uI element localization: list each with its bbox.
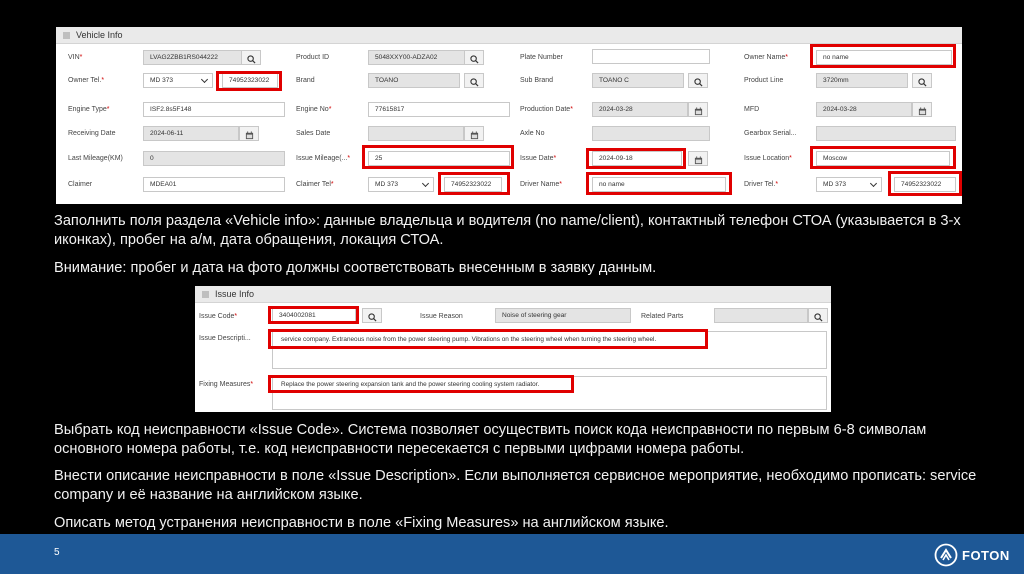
calendar-icon bbox=[918, 107, 927, 116]
mfd-field[interactable]: 2024-03-28 bbox=[816, 102, 912, 117]
production-date-calendar-button[interactable] bbox=[688, 102, 708, 117]
owner-name-field[interactable]: no name bbox=[816, 50, 952, 65]
engine-type-field[interactable]: ISF2.8s5F148 bbox=[143, 102, 285, 117]
instruction-attention: Внимание: пробег и дата на фото должны соответствовать внесенным в заявку данным. bbox=[54, 260, 657, 276]
driver-name-field[interactable]: no name bbox=[592, 177, 726, 192]
issue-mileage-label: Issue Mileage(...* bbox=[296, 155, 351, 162]
sub-brand-field[interactable]: TOANO C bbox=[592, 73, 684, 88]
engine-type-label: Engine Type* bbox=[68, 106, 110, 113]
sales-date-field[interactable] bbox=[368, 126, 464, 141]
mfd-label: MFD bbox=[744, 106, 760, 113]
search-icon bbox=[918, 78, 927, 87]
vehicle-info-title: Vehicle Info bbox=[76, 30, 123, 40]
instruction-issue-code: Выбрать код неисправности «Issue Code». Система позволяет осуществить поиск кода неисправности по первым 6-8 символам основного номера работы, т.е. код неисправности пересекается с первыми цифрами номера работы. bbox=[54, 422, 927, 457]
issue-reason-field[interactable]: Noise of steering gear bbox=[495, 308, 631, 323]
search-icon bbox=[247, 55, 256, 64]
collapse-square-icon[interactable] bbox=[202, 291, 209, 298]
product-line-search-button[interactable] bbox=[912, 73, 932, 88]
sub-brand-label: Sub Brand bbox=[520, 77, 554, 84]
sales-date-calendar-button[interactable] bbox=[464, 126, 484, 141]
issue-description-textarea[interactable]: service company. Extraneous noise from the power steering pump. Vibrations on the steering wheel when turning the steering wheel. bbox=[272, 331, 827, 369]
issue-location-label: Issue Location* bbox=[744, 155, 792, 162]
engine-no-field[interactable]: 77615817 bbox=[368, 102, 510, 117]
last-mileage-field[interactable]: 0 bbox=[143, 151, 285, 166]
vin-field[interactable]: LVAG2ZBB1RS044222 bbox=[143, 50, 244, 65]
owner-tel-code-select[interactable]: MD 373 bbox=[143, 73, 213, 88]
receiving-date-calendar-button[interactable] bbox=[239, 126, 259, 141]
brand-label: Brand bbox=[296, 77, 315, 84]
search-icon bbox=[470, 78, 479, 87]
collapse-square-icon[interactable] bbox=[63, 32, 70, 39]
issue-date-calendar-button[interactable] bbox=[688, 151, 708, 166]
chevron-down-icon bbox=[870, 180, 877, 187]
plate-number-label: Plate Number bbox=[520, 54, 563, 61]
owner-tel-label: Owner Tel.* bbox=[68, 77, 105, 84]
issue-description-label: Issue Descripti... bbox=[199, 335, 251, 342]
issue-date-label: Issue Date* bbox=[520, 155, 557, 162]
product-line-field[interactable]: 3720mm bbox=[816, 73, 908, 88]
vehicle-info-header bbox=[56, 27, 962, 44]
related-parts-field[interactable] bbox=[714, 308, 808, 323]
claimer-tel-code-select[interactable]: MD 373 bbox=[368, 177, 434, 192]
driver-tel-code-select[interactable]: MD 373 bbox=[816, 177, 882, 192]
owner-name-label: Owner Name* bbox=[744, 54, 788, 61]
brand-field[interactable]: TOANO bbox=[368, 73, 460, 88]
fixing-measures-textarea[interactable]: Replace the power steering expansion tank and the power steering cooling system radiator. bbox=[272, 376, 827, 410]
last-mileage-label: Last Mileage(KM) bbox=[68, 155, 123, 162]
footer-bar bbox=[0, 534, 1024, 574]
sub-brand-search-button[interactable] bbox=[688, 73, 708, 88]
plate-number-field[interactable] bbox=[592, 49, 710, 64]
instruction-issue-description: Внести описание неисправности в поле «Issue Description». Если выполняется сервисное мероприятие, необходимо прописать: service company и её название на английском языке. bbox=[54, 468, 977, 503]
search-icon bbox=[368, 313, 377, 322]
instruction-vehicle-info: Заполнить поля раздела «Vehicle info»: данные владельца и водителя (no name/client), контактный телефон СТОА (указывается в 3-х иконках), пробег на а/м, дата обращения, локация СТОА. bbox=[54, 213, 961, 248]
calendar-icon bbox=[245, 131, 254, 140]
brand-logo bbox=[932, 542, 1022, 568]
issue-location-field[interactable]: Moscow bbox=[816, 151, 950, 166]
receiving-date-field[interactable]: 2024-06-11 bbox=[143, 126, 239, 141]
issue-code-field[interactable]: 3404002081 bbox=[272, 308, 356, 323]
gearbox-serial-label: Gearbox Serial... bbox=[744, 130, 797, 137]
claimer-tel-field[interactable]: 74952323022 bbox=[444, 177, 502, 192]
issue-reason-label: Issue Reason bbox=[420, 313, 463, 320]
product-line-label: Product Line bbox=[744, 77, 784, 84]
calendar-icon bbox=[694, 107, 703, 116]
chevron-down-icon bbox=[422, 180, 429, 187]
driver-tel-label: Driver Tel.* bbox=[744, 181, 779, 188]
related-parts-search-button[interactable] bbox=[808, 308, 828, 323]
engine-no-label: Engine No* bbox=[296, 106, 332, 113]
driver-tel-field[interactable]: 74952323022 bbox=[894, 177, 956, 192]
issue-code-label: Issue Code* bbox=[199, 313, 238, 320]
driver-name-label: Driver Name* bbox=[520, 181, 563, 188]
production-date-label: Production Date* bbox=[520, 106, 573, 113]
related-parts-label: Related Parts bbox=[641, 313, 684, 320]
issue-info-panel bbox=[195, 286, 831, 412]
issue-info-header bbox=[195, 286, 831, 303]
calendar-icon bbox=[470, 131, 479, 140]
product-id-search-button[interactable] bbox=[464, 50, 484, 65]
vehicle-info-panel bbox=[56, 27, 962, 204]
search-icon bbox=[814, 313, 823, 322]
receiving-date-label: Receiving Date bbox=[68, 130, 116, 137]
gearbox-serial-field[interactable] bbox=[816, 126, 956, 141]
issue-info-title: Issue Info bbox=[215, 289, 255, 299]
axle-no-field[interactable] bbox=[592, 126, 710, 141]
sales-date-label: Sales Date bbox=[296, 130, 331, 137]
page-number: 5 bbox=[54, 547, 60, 558]
vin-label: VIN* bbox=[68, 54, 83, 61]
claimer-tel-label: Claimer Tel* bbox=[296, 181, 334, 188]
foton-logo-icon bbox=[934, 543, 958, 567]
instruction-fixing-measures: Описать метод устранения неисправности в поле «Fixing Measures» на английском языке. bbox=[54, 515, 669, 531]
product-id-field[interactable]: 5048XXY00-ADZA02 bbox=[368, 50, 466, 65]
production-date-field[interactable]: 2024-03-28 bbox=[592, 102, 688, 117]
claimer-label: Claimer bbox=[68, 181, 93, 188]
brand-wordmark: FOTON bbox=[962, 548, 1010, 563]
calendar-icon bbox=[694, 156, 703, 165]
vin-search-button[interactable] bbox=[241, 50, 261, 65]
mfd-calendar-button[interactable] bbox=[912, 102, 932, 117]
issue-code-search-button[interactable] bbox=[362, 308, 382, 323]
search-icon bbox=[694, 78, 703, 87]
issue-date-field[interactable]: 2024-09-18 bbox=[592, 151, 682, 166]
product-id-label: Product ID bbox=[296, 54, 330, 61]
axle-no-label: Axle No bbox=[520, 130, 545, 137]
search-icon bbox=[470, 55, 479, 64]
chevron-down-icon bbox=[201, 76, 208, 83]
issue-mileage-field[interactable]: 25 bbox=[368, 151, 510, 166]
owner-tel-field[interactable]: 74952323022 bbox=[222, 73, 278, 88]
brand-search-button[interactable] bbox=[464, 73, 484, 88]
claimer-field[interactable]: MDEA01 bbox=[143, 177, 285, 192]
fixing-measures-label: Fixing Measures* bbox=[199, 381, 254, 388]
